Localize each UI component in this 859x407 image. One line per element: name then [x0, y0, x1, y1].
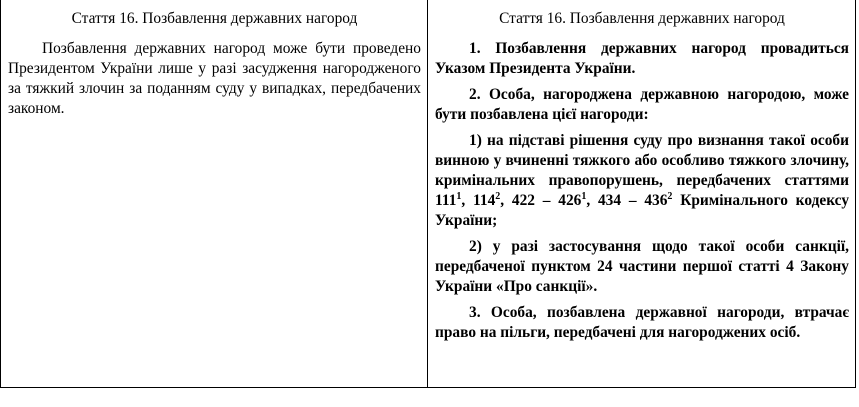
p3-text-2: , 114 [461, 192, 496, 209]
p3-text-5: Кримінального кодексу України; [435, 192, 850, 229]
left-article-heading: Стаття 16. Позбавлення державних нагород [71, 10, 358, 27]
p3-sup-1: 1 [456, 191, 462, 202]
right-article-heading: Стаття 16. Позбавлення державних нагород [499, 10, 785, 27]
right-paragraph-5: 3. Особа, позбавлена державної нагороди, втрачає право на пільги, передбачені для нагороджених осіб. [435, 304, 849, 341]
p3-text-4: , 434 – 436 [586, 192, 668, 209]
p3-sup-3: 1 [581, 191, 587, 202]
right-paragraph-2: 2. Особа, нагороджена державною нагородою, може бути позбавлена цієї нагороди: [435, 86, 849, 123]
p3-text-3: , 422 – 426 [500, 192, 582, 209]
left-column-old-text [1, 0, 427, 119]
left-article-paragraph: Позбавлення державних нагород може бути проведено Президентом України лише у разі засудження нагородженого за тяжкий злочин за поданням суду у випадках, передбачених законом. [8, 40, 421, 117]
right-paragraph-4: 2) у разі застосування щодо такої особи санкції, передбаченої пунктом 24 частини першої статті 4 Закону України «Про санкції». [435, 238, 849, 295]
p3-sup-2: 2 [495, 191, 501, 202]
p3-text-1: 1) на підставі рішення суду про визнання такої особи винною у вчиненні тяжкого або особливо тяжкого злочину, кримінальних правопорушень, передбачених статтями 111 [435, 132, 849, 209]
p3-sup-4: 2 [667, 191, 673, 202]
right-column-new-text [428, 0, 855, 349]
right-paragraph-1: 1. Позбавлення державних нагород провадиться Указом Президента України. [435, 40, 849, 77]
right-paragraph-3 [435, 131, 849, 231]
